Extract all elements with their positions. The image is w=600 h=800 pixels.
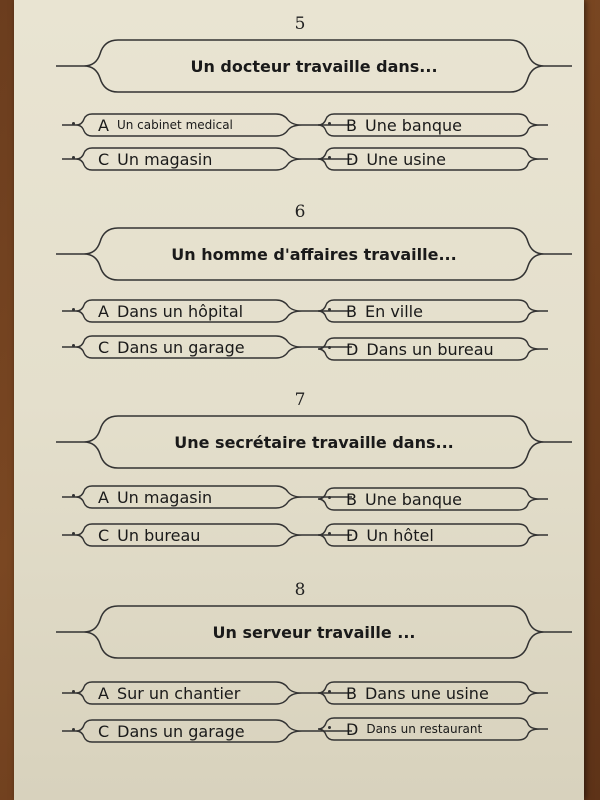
option-letter: B <box>346 301 357 321</box>
option-d[interactable] <box>318 336 532 362</box>
question-text: Une secrétaire travaille dans... <box>174 432 454 452</box>
option-b[interactable] <box>318 486 532 512</box>
option-text: Dans un restaurant <box>366 722 483 736</box>
option-letter: C <box>98 525 110 545</box>
question-number: 5 <box>294 14 306 34</box>
option-letter: A <box>98 115 109 135</box>
option-text: Un magasin <box>116 487 213 507</box>
option-text: Dans un hôpital <box>116 301 244 321</box>
option-letter: A <box>98 487 109 507</box>
option-letter: C <box>98 721 110 741</box>
option-letter: A <box>98 683 109 703</box>
option-a[interactable] <box>62 298 292 324</box>
question-number: 7 <box>294 390 306 410</box>
question-text: Un homme d'affaires travaille... <box>171 244 457 264</box>
option-c[interactable] <box>62 522 292 548</box>
question-box <box>96 602 532 662</box>
option-c[interactable] <box>62 334 292 360</box>
option-text: Dans un bureau <box>366 339 494 359</box>
option-b[interactable] <box>318 112 532 138</box>
quiz-sheet <box>14 0 584 800</box>
question-block-5 <box>14 14 584 208</box>
option-letter: B <box>346 489 357 509</box>
question-block-7 <box>14 390 584 584</box>
option-b[interactable] <box>318 680 532 706</box>
question-box <box>96 224 532 284</box>
option-d[interactable] <box>318 146 532 172</box>
option-text: Une usine <box>366 149 447 169</box>
option-text: En ville <box>364 301 423 321</box>
option-letter: D <box>346 525 359 545</box>
option-text: Dans une usine <box>364 683 489 703</box>
question-number: 8 <box>294 580 306 600</box>
option-letter: A <box>98 301 109 321</box>
option-a[interactable] <box>62 112 292 138</box>
option-letter: C <box>98 149 110 169</box>
option-text: Un hôtel <box>366 525 434 545</box>
option-text: Sur un chantier <box>116 683 241 703</box>
option-text: Un magasin <box>117 149 213 169</box>
option-d[interactable] <box>318 522 532 548</box>
option-text: Un bureau <box>117 525 201 545</box>
option-text: Un cabinet medical <box>116 118 233 132</box>
option-text: Dans un garage <box>117 337 245 357</box>
option-letter: D <box>346 149 359 169</box>
option-letter: D <box>346 339 359 359</box>
question-text: Un docteur travaille dans... <box>190 56 438 76</box>
question-box <box>96 36 532 96</box>
option-letter: B <box>346 115 357 135</box>
option-text: Une banque <box>364 115 463 135</box>
option-text: Une banque <box>364 489 463 509</box>
question-text: Un serveur travaille ... <box>212 622 416 642</box>
option-c[interactable] <box>62 146 292 172</box>
question-number: 6 <box>294 202 306 222</box>
option-letter: D <box>346 719 359 739</box>
option-text: Dans un garage <box>117 721 245 741</box>
option-b[interactable] <box>318 298 532 324</box>
option-letter: C <box>98 337 110 357</box>
option-letter: B <box>346 683 357 703</box>
option-d[interactable] <box>318 716 532 742</box>
option-c[interactable] <box>62 718 292 744</box>
question-box <box>96 412 532 472</box>
option-a[interactable] <box>62 680 292 706</box>
question-block-8 <box>14 580 584 774</box>
option-a[interactable] <box>62 484 292 510</box>
question-block-6 <box>14 202 584 396</box>
